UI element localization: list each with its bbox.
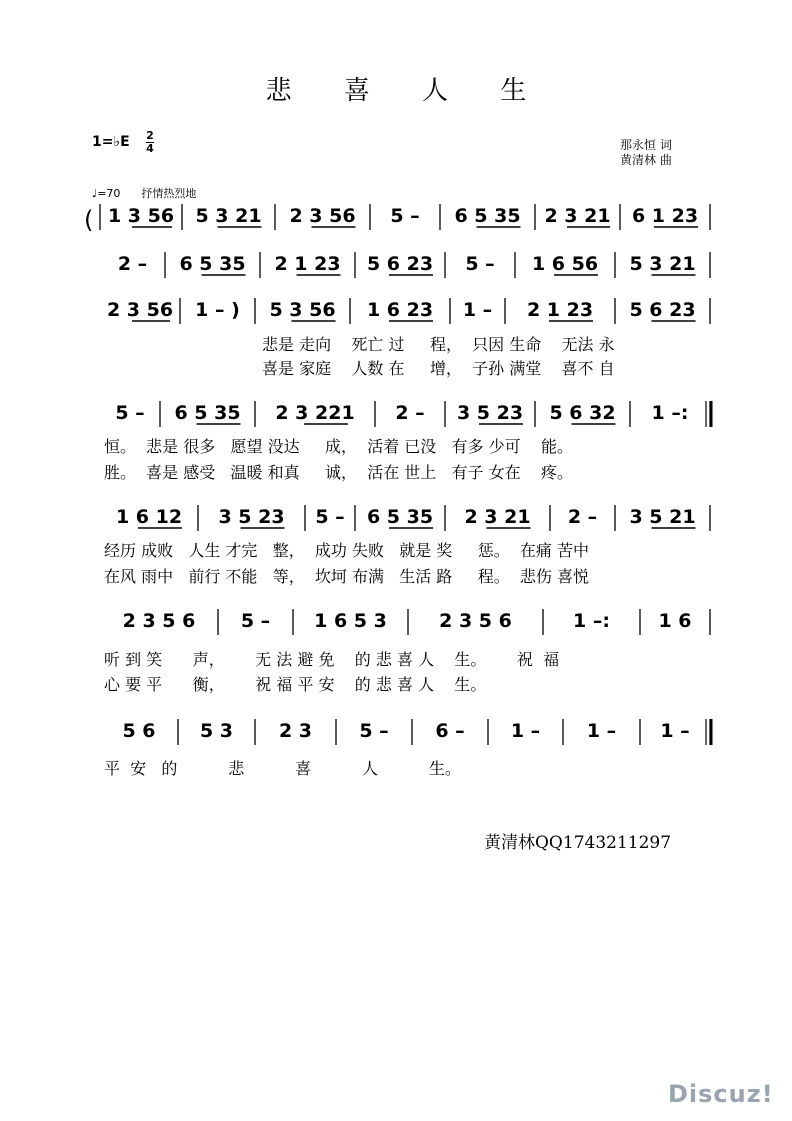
measure-notes: 1 –: [660, 720, 690, 742]
lyric-line: 悲是 走向 死亡 过 程， 只因 生命 无法 永: [262, 335, 615, 354]
measure-notes: 5 –: [115, 402, 145, 424]
measure-notes: 5 6 32: [549, 402, 616, 424]
measure-notes: 3 5 23: [218, 506, 285, 528]
expression-text: 抒情热烈地: [141, 187, 197, 200]
measure-notes: 2 1 23: [526, 299, 594, 321]
measure-notes: 6 5 35: [454, 205, 521, 227]
measure-notes: 1 –: [586, 720, 617, 742]
lyric-line: 在风 雨中 前行 不能 等， 坎坷 布满 生活 路 程。 悲伤 喜悦: [104, 567, 589, 586]
key-signature: 1=♭E: [92, 134, 130, 150]
measure-notes: 6 1 23: [631, 205, 699, 227]
measure-notes: 1 – ): [195, 299, 240, 321]
lyric-line: 胜。 喜是 感受 温暖 和真 诚， 活在 世上 有子 女在 疼。: [104, 463, 573, 482]
measure-notes: 2 3 56: [289, 205, 356, 227]
watermark: Discuz!: [668, 1080, 774, 1108]
measure-notes: 5 –: [465, 253, 495, 275]
measure-notes: 5 6 23: [629, 299, 696, 321]
measure-notes: 5 3 56: [269, 299, 336, 321]
measure-notes: 5 –: [315, 506, 345, 528]
measure-notes: 6 –: [435, 720, 465, 742]
lyric-line: 心 要 平 衡， 祝 福 平 安 的 悲 喜 人 生。: [104, 675, 487, 694]
measure-notes: 2 3 221: [275, 402, 355, 424]
measure-notes: 2 3: [278, 720, 313, 742]
measure-notes: 1 6 12: [115, 506, 183, 528]
measure-notes: 5 6 23: [366, 253, 434, 275]
measure-notes: 2 1 23: [274, 253, 341, 275]
open-paren: (: [84, 206, 94, 234]
measure-notes: 5 –: [240, 610, 271, 632]
measure-notes: 5 3 21: [195, 205, 262, 227]
lyric-line: 经历 成败 人生 才完 整， 成功 失败 就是 奖 惩。 在痛 苦中: [104, 541, 589, 560]
measure-notes: 6 5 35: [179, 253, 246, 275]
measure-notes: 6 5 35: [366, 506, 434, 528]
lyric-line: 听 到 笑 声， 无 法 避 免 的 悲 喜 人 生。 祝 福: [104, 650, 560, 669]
measure-notes: 1 –:: [651, 402, 689, 424]
tempo-value: ♩=70: [92, 187, 121, 200]
lyricist: 那永恒 词: [620, 138, 672, 152]
measure-notes: 1 6: [658, 610, 692, 632]
measure-notes: 5 3: [199, 720, 234, 742]
measure-notes: 1 6 5 3: [314, 610, 387, 632]
measure-notes: 2 3 56: [106, 299, 174, 321]
measure-notes: 2 3 21: [544, 205, 611, 227]
measure-notes: 2 –: [395, 402, 425, 424]
author-contact: 黄清林QQ1743211297: [484, 833, 672, 853]
page-title: 悲 喜 人 生: [265, 76, 549, 106]
measure-notes: 2 3 5 6: [439, 610, 512, 632]
lyric-line: 平 安 的 悲 喜 人 生。: [104, 759, 461, 778]
measure-notes: 1 –: [462, 299, 493, 321]
time-bottom: 4: [146, 142, 154, 155]
time-top: 2: [146, 129, 154, 142]
measure-notes: 2 –: [567, 506, 598, 528]
lyric-line: 喜是 家庭 人数 在 增， 子孙 满堂 喜不 自: [262, 359, 615, 378]
measure-notes: 1 6 23: [366, 299, 434, 321]
measure-notes: 5 6: [122, 720, 156, 742]
measure-notes: 2 3 21: [464, 506, 531, 528]
measure-notes: 3 5 21: [629, 506, 696, 528]
measure-notes: 3 5 23: [456, 402, 524, 424]
measure-notes: 5 –: [359, 720, 389, 742]
measure-notes: 5 3 21: [629, 253, 696, 275]
measure-notes: 2 –: [117, 253, 148, 275]
measure-notes: 6 5 35: [174, 402, 241, 424]
lyric-line: 恒。 悲是 很多 愿望 没达 成， 活着 已没 有多 少可 能。: [104, 437, 573, 456]
measure-notes: 1 6 56: [531, 253, 599, 275]
measure-notes: 1 –: [510, 720, 541, 742]
composer: 黄清林 曲: [620, 153, 672, 167]
measure-notes: 5 –: [390, 205, 420, 227]
measure-notes: 1 –:: [573, 610, 610, 632]
measure-notes: 2 3 5 6: [122, 610, 196, 632]
measure-notes: 1 3 56: [107, 205, 175, 227]
